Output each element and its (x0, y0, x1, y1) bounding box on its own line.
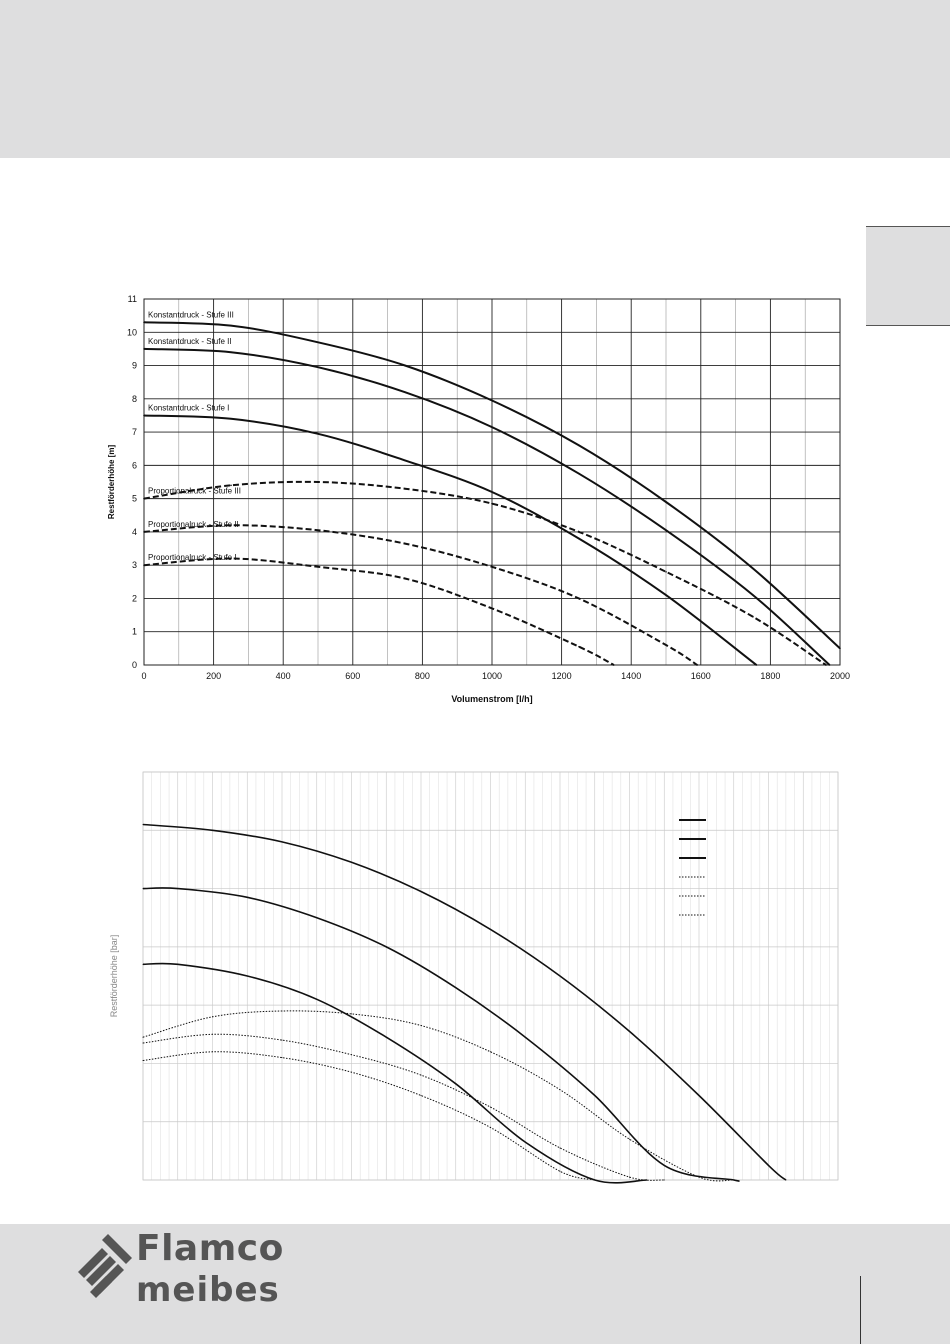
data-point (490, 929, 491, 930)
data-point (665, 571, 667, 573)
data-point (752, 568, 754, 570)
data-point (212, 1034, 213, 1035)
data-point (594, 1180, 595, 1181)
x-tick-label: 1000 (481, 671, 503, 681)
data-point (143, 964, 144, 965)
series-line-3 (144, 416, 757, 666)
data-point (733, 1180, 734, 1181)
data-point (646, 1180, 647, 1181)
y-tick-label: 8 (131, 393, 137, 404)
data-point (699, 1177, 700, 1178)
data-point (404, 543, 406, 545)
data-point (316, 999, 317, 1000)
x-tick-label: 400 (275, 671, 291, 681)
x-tick-label: 1600 (690, 671, 711, 681)
data-point (143, 564, 145, 566)
data-point (699, 1095, 700, 1096)
data-point (697, 664, 699, 666)
data-point (212, 830, 213, 831)
data-point (490, 1051, 491, 1052)
data-point (316, 917, 317, 918)
data-point (282, 1057, 283, 1058)
data-point (525, 1142, 526, 1143)
x-tick-label: 0 (141, 671, 147, 681)
data-point (421, 1075, 422, 1076)
data-point (839, 648, 841, 650)
data-point (143, 1037, 144, 1038)
x-tick-label: 600 (345, 671, 361, 681)
data-point (455, 1083, 456, 1084)
data-point (351, 1054, 352, 1055)
data-point (756, 664, 758, 666)
data-point (404, 365, 406, 367)
data-point (143, 888, 144, 889)
series-label-3: Konstantdruck - Stufe I (148, 403, 230, 413)
data-point (247, 897, 248, 898)
y-axis-label: Restförderhöhe [bar] (109, 934, 119, 1018)
data-point (664, 1165, 665, 1166)
brand-name-flamco: Flamco (136, 1228, 284, 1269)
data-point (386, 1037, 387, 1038)
data-point (282, 1040, 283, 1041)
y-tick-label: 6 (131, 460, 137, 471)
data-point (143, 531, 145, 533)
x-tick-label: 1400 (621, 671, 642, 681)
series-line-4 (144, 482, 826, 665)
data-point (752, 594, 754, 596)
data-point (578, 646, 580, 648)
series-label-2: Konstantdruck - Stufe II (148, 336, 232, 346)
data-point (491, 566, 493, 568)
series-line-6 (144, 558, 614, 665)
series-line-2 (144, 349, 830, 665)
y-tick-label: 7 (131, 427, 137, 438)
data-point (177, 888, 178, 889)
x-axis-label: Volumenstrom [l/h] (451, 694, 533, 704)
data-point (665, 501, 667, 503)
data-point (317, 481, 319, 483)
data-point (317, 529, 319, 531)
data-point (578, 473, 580, 475)
data-point (282, 841, 283, 842)
data-point (768, 1165, 769, 1166)
y-tick-label: 9 (131, 360, 137, 371)
y-tick-label: 10 (126, 327, 137, 338)
data-point (665, 594, 667, 596)
y-axis-label: Restförderhöhe [m] (107, 444, 116, 520)
data-point (613, 664, 615, 666)
data-point (404, 578, 406, 580)
data-point (490, 1107, 491, 1108)
header-band (0, 0, 950, 158)
data-point (177, 964, 178, 965)
data-point (829, 664, 831, 666)
data-point (491, 400, 493, 402)
data-point (665, 644, 667, 646)
data-point (560, 976, 561, 977)
x-tick-label: 800 (414, 671, 430, 681)
data-point (629, 1031, 630, 1032)
data-point (491, 491, 493, 493)
data-point (825, 664, 827, 666)
data-point (404, 460, 406, 462)
data-point (247, 976, 248, 977)
y-tick-label: 2 (131, 593, 137, 604)
data-point (490, 1127, 491, 1128)
data-point (230, 351, 232, 353)
x-tick-label: 200 (206, 671, 222, 681)
data-point (143, 1060, 144, 1061)
data-point (491, 426, 493, 428)
data-point (455, 987, 456, 988)
series-line-2 (143, 888, 739, 1181)
data-point (560, 1147, 561, 1148)
data-point (594, 1095, 595, 1096)
data-point (560, 1089, 561, 1090)
data-point (665, 529, 667, 531)
y-tick-label: 1 (131, 626, 137, 637)
data-point (317, 341, 319, 343)
pump-curve-chart-meters (0, 280, 950, 720)
data-point (143, 824, 144, 825)
x-tick-label: 2000 (829, 671, 851, 681)
data-point (143, 415, 145, 417)
data-point (560, 1171, 561, 1172)
data-point (629, 1139, 630, 1140)
data-point (785, 1180, 786, 1181)
data-point (230, 418, 232, 420)
data-point (525, 1037, 526, 1038)
data-point (143, 498, 145, 500)
data-point (212, 1016, 213, 1017)
data-point (230, 325, 232, 327)
data-point (317, 433, 319, 435)
y-tick-label: 0 (131, 660, 137, 670)
data-point (752, 616, 754, 618)
data-point (212, 1051, 213, 1052)
data-point (351, 862, 352, 863)
data-point (143, 321, 145, 323)
series-label-1: Konstantdruck - Stufe III (148, 310, 234, 320)
y-tick-label: 5 (131, 493, 137, 504)
data-point (491, 608, 493, 610)
data-point (491, 503, 493, 505)
data-point (143, 348, 145, 350)
data-point (386, 946, 387, 947)
data-point (317, 366, 319, 368)
series-label-4: Proportionalruck - Stufe III (148, 486, 241, 496)
x-tick-label: 1200 (551, 671, 572, 681)
series-label-6: Proportionalruck - Stufe I (148, 553, 237, 563)
data-point (421, 1095, 422, 1096)
data-point (351, 1072, 352, 1073)
data-point (578, 445, 580, 447)
data-point (404, 391, 406, 393)
page-divider (860, 1276, 861, 1344)
brand-name-meibes: meibes (136, 1270, 280, 1310)
data-point (629, 1177, 630, 1178)
data-point (351, 1013, 352, 1014)
pump-curve-chart-bar (0, 760, 950, 1200)
data-point (578, 598, 580, 600)
data-point (421, 1025, 422, 1026)
y-tick-label: 4 (131, 526, 137, 537)
data-point (421, 891, 422, 892)
y-tick-label: 11 (127, 294, 137, 304)
data-point (282, 1010, 283, 1011)
data-point (664, 1180, 665, 1181)
series-label-5: Proportionalruck - Stufe II (148, 519, 239, 529)
data-point (578, 531, 580, 533)
y-tick-label: 3 (131, 560, 137, 571)
data-point (578, 538, 580, 540)
data-point (317, 566, 319, 568)
data-point (404, 488, 406, 490)
data-point (143, 1043, 144, 1044)
x-tick-label: 1800 (760, 671, 781, 681)
